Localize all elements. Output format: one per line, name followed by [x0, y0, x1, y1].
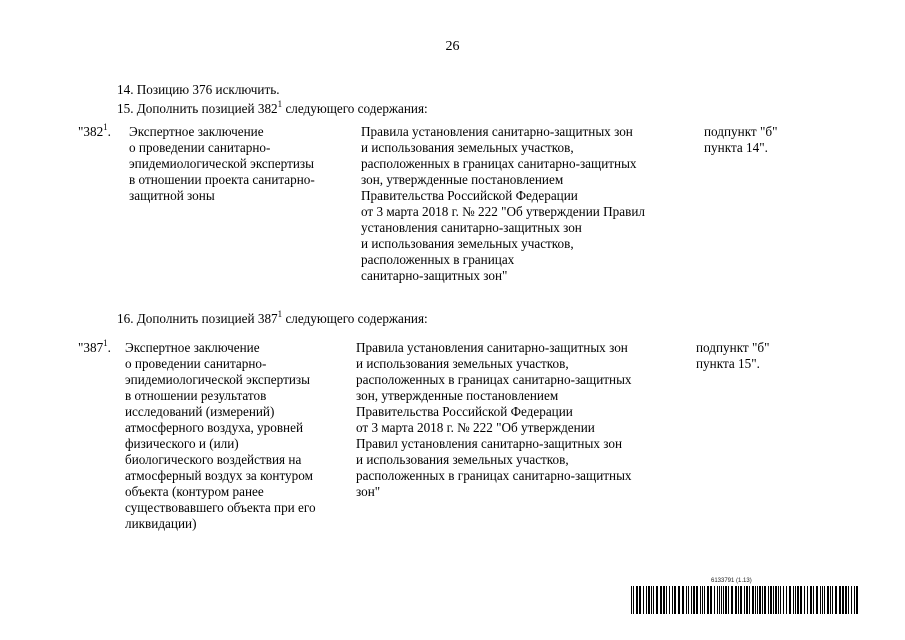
service-name-line: атмосферного воздуха, уровней [125, 420, 304, 435]
position-387-regulation [356, 340, 632, 500]
item-15-prefix: 15. Дополнить позицией 382 [117, 101, 278, 116]
regulation-line: Правила установления санитарно-защитных зон [356, 340, 628, 355]
regulation-line: зон" [356, 484, 381, 499]
reference-line: пункта 15". [696, 356, 760, 371]
service-name-line: объекта (контуром ранее [125, 484, 264, 499]
item-15-superscript: 1 [277, 98, 283, 109]
regulation-line: Правил установления санитарно-защитных зон [356, 436, 622, 451]
position-382-number [78, 121, 111, 140]
regulation-line: Правила установления санитарно-защитных зон [361, 124, 633, 139]
item-15 [117, 98, 428, 117]
regulation-line: установления санитарно-защитных зон [361, 220, 582, 235]
regulation-line: зон, утвержденные постановлением [356, 388, 559, 403]
service-name-line: эпидемиологической экспертизы [125, 372, 310, 387]
regulation-line: расположенных в границах санитарно-защитных [356, 372, 632, 387]
service-name-line: Экспертное заключение [129, 124, 264, 139]
regulation-line: от 3 марта 2018 г. № 222 "Об утверждении [356, 420, 595, 435]
position-382-service-name [129, 124, 315, 204]
regulation-line: расположенных в границах санитарно-защитных [356, 468, 632, 483]
reference-line: подпункт "б" [704, 124, 778, 139]
service-name-line: биологического воздействия на [125, 452, 302, 467]
page-number: 26 [445, 39, 460, 54]
position-382-regulation [361, 124, 645, 284]
service-name-line: физического и (или) [125, 436, 239, 451]
reference-line: пункта 14". [704, 140, 768, 155]
item-16-suffix: следующего содержания: [282, 311, 428, 326]
service-name-line: ликвидации) [125, 516, 197, 531]
item-14: 14. Позицию 376 исключить. [117, 82, 280, 97]
item-16-prefix: 16. Дополнить позицией 387 [117, 311, 278, 326]
regulation-line: расположенных в границах [361, 252, 515, 267]
position-number-text: "387 [78, 340, 104, 355]
position-number-dot: . [107, 340, 111, 355]
regulation-line: и использования земельных участков, [356, 452, 569, 467]
position-number-superscript: 1 [103, 337, 108, 348]
service-name-line: эпидемиологической экспертизы [129, 156, 314, 171]
item-16 [117, 308, 428, 327]
document-barcode [631, 577, 859, 617]
position-number-superscript: 1 [103, 121, 108, 132]
service-name-line: в отношении проекта санитарно- [129, 172, 315, 187]
service-name-line: о проведении санитарно- [129, 140, 271, 155]
position-387-reference [696, 340, 769, 372]
position-number-dot: . [107, 124, 111, 139]
regulation-line: Правительства Российской Федерации [356, 404, 573, 419]
regulation-line: Правительства Российской Федерации [361, 188, 578, 203]
regulation-line: и использования земельных участков, [361, 140, 574, 155]
regulation-line: и использования земельных участков, [361, 236, 574, 251]
service-name-line: о проведении санитарно- [125, 356, 267, 371]
service-name-line: Экспертное заключение [125, 340, 260, 355]
service-name-line: в отношении результатов [125, 388, 267, 403]
regulation-line: и использования земельных участков, [356, 356, 569, 371]
barcode-caption: 6133791 (1.13) [711, 578, 752, 584]
item-16-superscript: 1 [277, 308, 283, 319]
regulation-line: от 3 марта 2018 г. № 222 "Об утверждении Правил [361, 204, 645, 219]
position-number-text: "382 [78, 124, 104, 139]
service-name-line: атмосферный воздух за контуром [125, 468, 313, 483]
item-15-suffix: следующего содержания: [282, 101, 428, 116]
reference-line: подпункт "б" [696, 340, 770, 355]
regulation-line: санитарно-защитных зон" [361, 268, 508, 283]
position-387-number [78, 337, 111, 356]
position-382-reference [704, 124, 777, 156]
service-name-line: существовавшего объекта при его [125, 500, 316, 515]
service-name-line: защитной зоны [129, 188, 215, 203]
regulation-line: расположенных в границах санитарно-защитных [361, 156, 637, 171]
regulation-line: зон, утвержденные постановлением [361, 172, 564, 187]
barcode-bars [631, 586, 859, 614]
service-name-line: исследований (измерений) [125, 404, 275, 419]
position-387-service-name [125, 340, 316, 532]
